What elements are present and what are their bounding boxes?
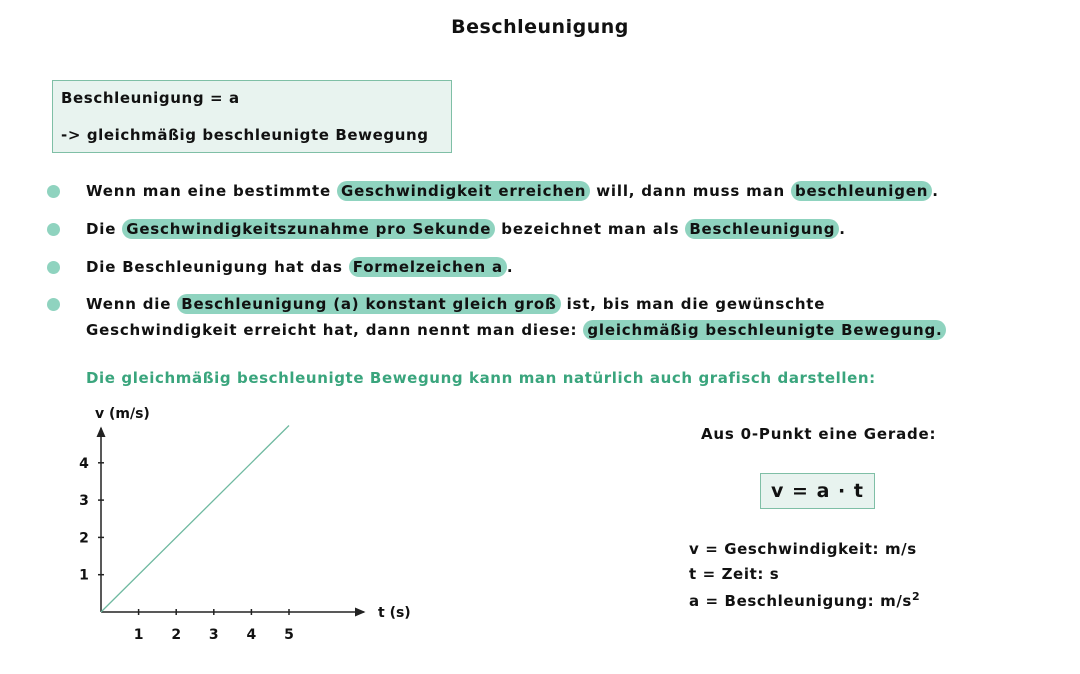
highlight: beschleunigen	[791, 181, 932, 201]
text: ist, bis man die gewünschte	[560, 295, 826, 313]
x-ticks	[134, 609, 294, 643]
text: v = Geschwindigkeit: m/s	[689, 540, 917, 558]
text: t = Zeit: s	[689, 565, 780, 583]
text: Die Beschleunigung hat das	[86, 258, 349, 276]
text: Geschwindigkeit erreicht hat, dann nennt man diese:	[86, 321, 584, 339]
superscript: 2	[911, 590, 921, 603]
x-tick-label: 3	[208, 627, 219, 643]
text: Wenn man eine bestimmte	[86, 182, 337, 200]
velocity-line	[101, 426, 289, 613]
y-tick-label: 4	[79, 455, 89, 472]
text: bezeichnet man als	[495, 220, 686, 238]
highlight: Formelzeichen a	[349, 257, 507, 277]
x-tick-label: 5	[284, 627, 294, 643]
y-tick-label: 1	[79, 567, 89, 584]
highlight: Beschleunigung	[685, 219, 839, 239]
formula-box: v = a · t	[760, 473, 875, 509]
text: .	[932, 182, 939, 200]
y-tick-label: 3	[79, 493, 89, 510]
x-tick-label: 2	[171, 627, 182, 643]
legend-v	[689, 540, 917, 558]
x-tick-label: 1	[133, 627, 144, 643]
definition-line-1: Beschleunigung = a	[61, 89, 240, 107]
text: .	[506, 258, 514, 276]
highlight: Geschwindigkeitszunahme pro Sekunde	[122, 219, 495, 239]
text: Wenn die	[86, 295, 178, 313]
text: .	[839, 220, 846, 238]
highlight: Geschwindigkeit erreichen	[337, 181, 590, 201]
graph-intro: Die gleichmäßig beschleunigte Bewegung kann man natürlich auch grafisch darstellen:	[86, 369, 876, 387]
y-tick-label: 2	[79, 530, 89, 547]
x-tick-label: 4	[246, 627, 257, 643]
definition-line-2: -> gleichmäßig beschleunigte Bewegung	[61, 126, 429, 144]
legend-t	[689, 565, 779, 583]
y-axis-label: v (m/s)	[95, 406, 150, 422]
right-heading: Aus 0-Punkt eine Gerade:	[701, 425, 937, 443]
text: a = Beschleunigung: m/s	[689, 592, 912, 610]
highlight: Beschleunigung (a) konstant gleich groß	[177, 294, 560, 314]
highlight: gleichmäßig beschleunigte Bewegung.	[583, 320, 946, 340]
x-axis-label: t (s)	[378, 605, 411, 621]
text: will, dann muss man	[590, 182, 791, 200]
legend-a	[689, 590, 920, 610]
text: Die	[86, 220, 123, 238]
page-title: Beschleunigung	[451, 16, 629, 38]
